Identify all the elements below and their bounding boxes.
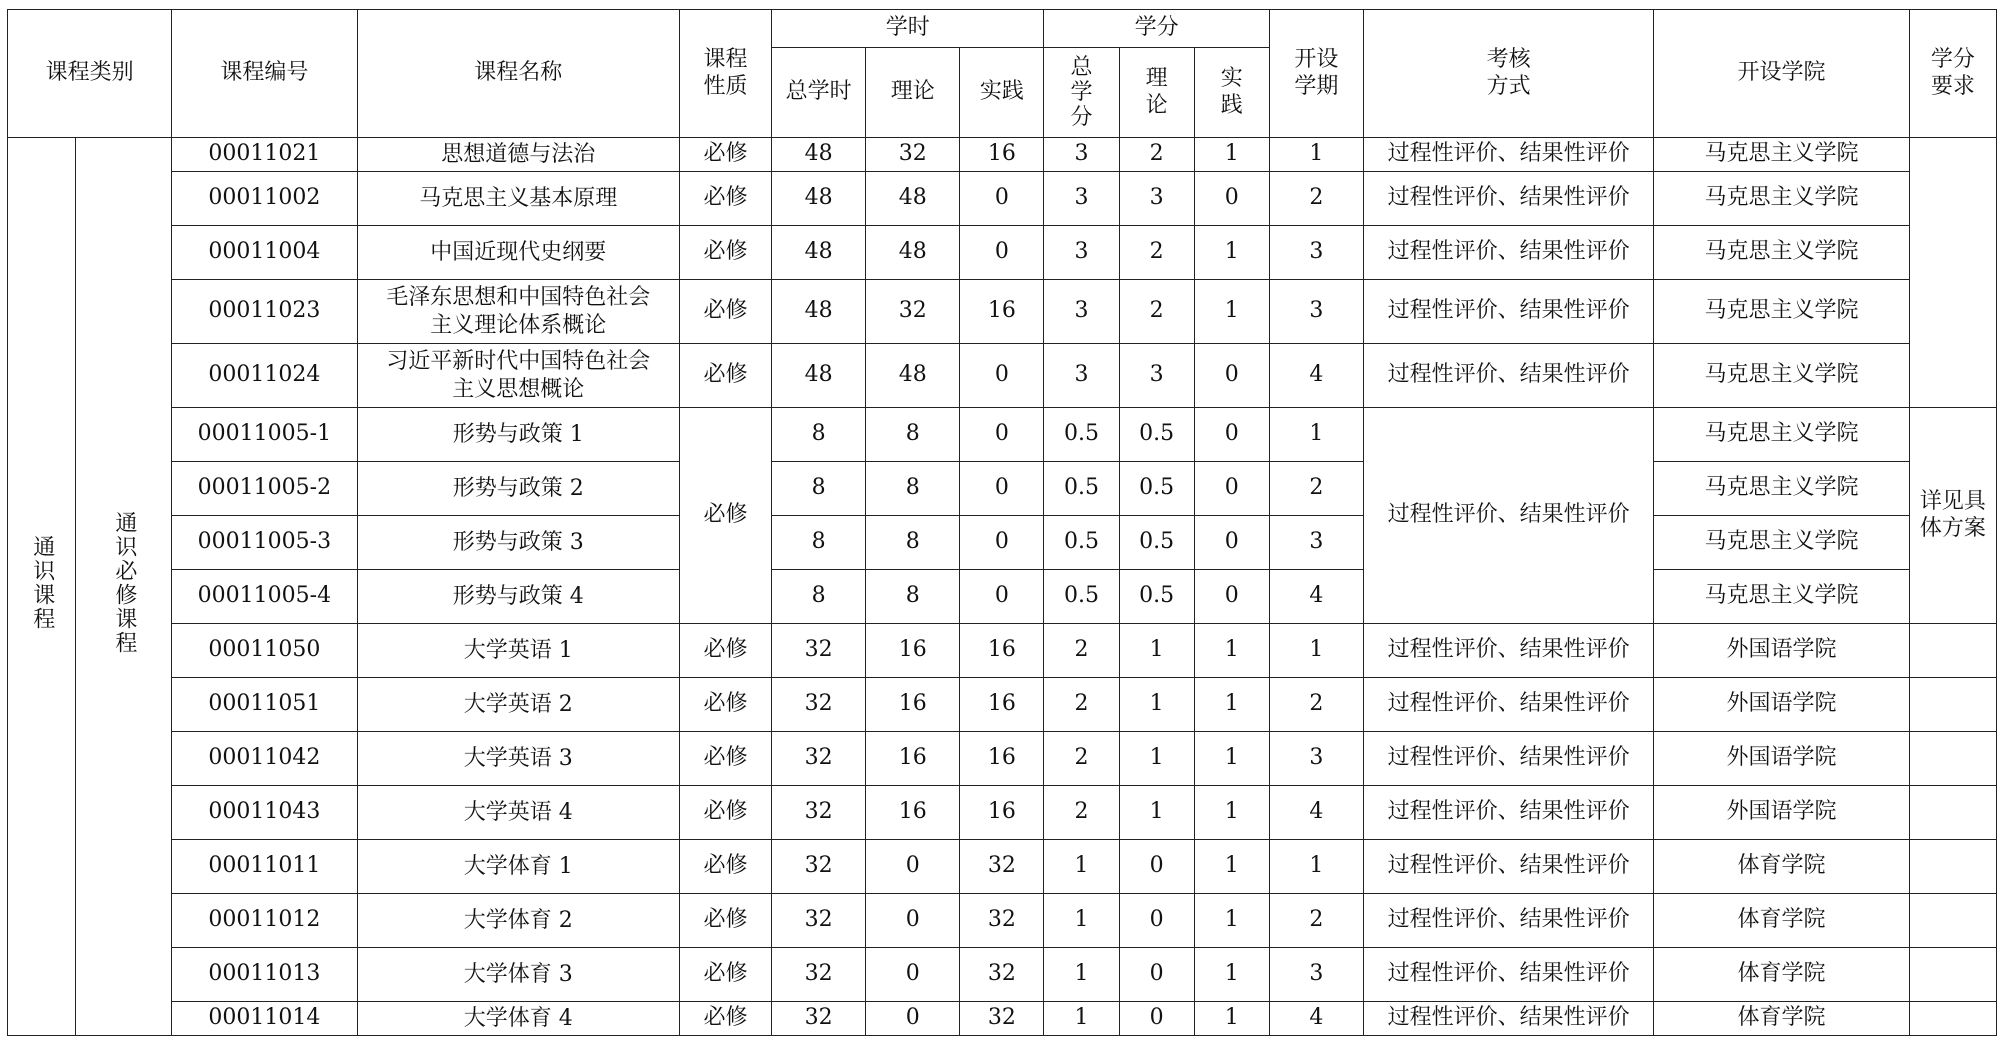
course-code: 00011012	[172, 894, 357, 948]
credits-theory: 3	[1119, 344, 1194, 408]
course-name: 大学英语 4	[357, 786, 679, 840]
course-name: 马克思主义基本原理	[357, 172, 679, 226]
assessment: 过程性评价、结果性评价	[1363, 894, 1653, 948]
credits-theory: 1	[1119, 678, 1194, 732]
credits-practice: 1	[1194, 624, 1269, 678]
hours-total: 48	[772, 344, 866, 408]
hours-practice: 0	[960, 408, 1044, 462]
hours-total: 32	[772, 786, 866, 840]
credits-total: 3	[1044, 226, 1119, 280]
credits-theory: 1	[1119, 624, 1194, 678]
course-nature: 必修	[679, 786, 771, 840]
semester: 4	[1269, 786, 1363, 840]
college: 马克思主义学院	[1654, 172, 1909, 226]
course-name: 大学英语 1	[357, 624, 679, 678]
credits-theory: 0	[1119, 894, 1194, 948]
semester: 1	[1269, 408, 1363, 462]
hours-theory: 0	[866, 840, 960, 894]
college: 马克思主义学院	[1654, 226, 1909, 280]
credits-theory: 2	[1119, 280, 1194, 344]
credits-total: 3	[1044, 138, 1119, 172]
hours-theory: 8	[866, 462, 960, 516]
college: 外国语学院	[1654, 678, 1909, 732]
college: 马克思主义学院	[1654, 570, 1909, 624]
hours-theory: 16	[866, 624, 960, 678]
curriculum-table	[7, 9, 1997, 1036]
credits-total: 1	[1044, 894, 1119, 948]
header-credits-theory: 理 论	[1119, 48, 1194, 138]
credits-practice: 1	[1194, 732, 1269, 786]
header-code: 课程编号	[172, 10, 357, 138]
hours-total: 32	[772, 894, 866, 948]
hours-practice: 0	[960, 570, 1044, 624]
credit-requirement-note: 详见具 体方案	[1909, 408, 1996, 624]
course-name: 形势与政策 3	[357, 516, 679, 570]
hours-practice: 16	[960, 678, 1044, 732]
course-nature-merged: 必修	[679, 408, 771, 624]
semester: 3	[1269, 280, 1363, 344]
course-code: 00011024	[172, 344, 357, 408]
header-name: 课程名称	[357, 10, 679, 138]
hours-practice: 0	[960, 172, 1044, 226]
assessment-merged: 过程性评价、结果性评价	[1363, 408, 1653, 624]
assessment: 过程性评价、结果性评价	[1363, 948, 1653, 1002]
course-name: 形势与政策 2	[357, 462, 679, 516]
college: 马克思主义学院	[1654, 280, 1909, 344]
semester: 1	[1269, 138, 1363, 172]
table-body	[8, 138, 1997, 1036]
credits-total: 3	[1044, 344, 1119, 408]
credit-requirement-empty	[1909, 1002, 1996, 1036]
course-nature: 必修	[679, 344, 771, 408]
credits-theory: 2	[1119, 226, 1194, 280]
assessment: 过程性评价、结果性评价	[1363, 678, 1653, 732]
semester: 4	[1269, 570, 1363, 624]
credits-practice: 1	[1194, 948, 1269, 1002]
semester: 1	[1269, 624, 1363, 678]
hours-total: 32	[772, 1002, 866, 1036]
assessment: 过程性评价、结果性评价	[1363, 280, 1653, 344]
hours-total: 8	[772, 462, 866, 516]
course-code: 00011005-3	[172, 516, 357, 570]
course-nature: 必修	[679, 1002, 771, 1036]
course-nature: 必修	[679, 624, 771, 678]
header-assessment: 考核 方式	[1363, 10, 1653, 138]
credits-total: 1	[1044, 1002, 1119, 1036]
course-nature: 必修	[679, 840, 771, 894]
course-name: 大学体育 3	[357, 948, 679, 1002]
college: 马克思主义学院	[1654, 462, 1909, 516]
hours-theory: 48	[866, 226, 960, 280]
course-code: 00011043	[172, 786, 357, 840]
credits-practice: 0	[1194, 570, 1269, 624]
course-name: 大学体育 2	[357, 894, 679, 948]
course-nature: 必修	[679, 948, 771, 1002]
credits-total: 0.5	[1044, 570, 1119, 624]
course-code: 00011011	[172, 840, 357, 894]
header-nature: 课程 性质	[679, 10, 771, 138]
table-header	[8, 10, 1997, 138]
header-hours-total: 总学时	[772, 48, 866, 138]
table-row	[8, 786, 1997, 840]
hours-practice: 16	[960, 138, 1044, 172]
header-credits-practice: 实 践	[1194, 48, 1269, 138]
credits-total: 1	[1044, 840, 1119, 894]
assessment: 过程性评价、结果性评价	[1363, 138, 1653, 172]
credit-requirement-empty	[1909, 894, 1996, 948]
credit-requirement-empty	[1909, 732, 1996, 786]
course-nature: 必修	[679, 678, 771, 732]
semester: 1	[1269, 840, 1363, 894]
hours-practice: 32	[960, 948, 1044, 1002]
course-name: 大学英语 2	[357, 678, 679, 732]
semester: 3	[1269, 516, 1363, 570]
semester: 2	[1269, 462, 1363, 516]
hours-total: 32	[772, 678, 866, 732]
hours-theory: 0	[866, 894, 960, 948]
table-row	[8, 570, 1997, 624]
college: 马克思主义学院	[1654, 138, 1909, 172]
assessment: 过程性评价、结果性评价	[1363, 1002, 1653, 1036]
hours-theory: 0	[866, 948, 960, 1002]
credits-total: 2	[1044, 678, 1119, 732]
course-name: 大学体育 4	[357, 1002, 679, 1036]
course-code: 00011021	[172, 138, 357, 172]
course-nature: 必修	[679, 280, 771, 344]
credit-requirement-empty	[1909, 840, 1996, 894]
hours-total: 32	[772, 624, 866, 678]
course-code: 00011014	[172, 1002, 357, 1036]
header-category: 课程类别	[8, 10, 172, 138]
course-nature: 必修	[679, 226, 771, 280]
credits-theory: 0.5	[1119, 462, 1194, 516]
credits-practice: 0	[1194, 172, 1269, 226]
hours-theory: 16	[866, 678, 960, 732]
course-code: 00011004	[172, 226, 357, 280]
header-credits-total: 总 学 分	[1044, 48, 1119, 138]
course-name: 形势与政策 4	[357, 570, 679, 624]
hours-practice: 32	[960, 894, 1044, 948]
table-row	[8, 516, 1997, 570]
hours-total: 8	[772, 408, 866, 462]
table-row	[8, 1002, 1997, 1036]
header-hours-theory: 理论	[866, 48, 960, 138]
hours-practice: 32	[960, 1002, 1044, 1036]
hours-theory: 8	[866, 570, 960, 624]
credits-practice: 0	[1194, 516, 1269, 570]
table-row	[8, 678, 1997, 732]
header-college: 开设学院	[1654, 10, 1909, 138]
course-code: 00011023	[172, 280, 357, 344]
hours-practice: 0	[960, 516, 1044, 570]
semester: 4	[1269, 344, 1363, 408]
course-name: 思想道德与法治	[357, 138, 679, 172]
category-main-cell	[8, 138, 76, 1036]
college: 体育学院	[1654, 1002, 1909, 1036]
hours-practice: 16	[960, 280, 1044, 344]
course-name: 中国近现代史纲要	[357, 226, 679, 280]
credits-practice: 1	[1194, 678, 1269, 732]
semester: 2	[1269, 678, 1363, 732]
course-name: 大学体育 1	[357, 840, 679, 894]
credits-total: 2	[1044, 732, 1119, 786]
semester: 3	[1269, 226, 1363, 280]
credits-total: 1	[1044, 948, 1119, 1002]
hours-theory: 0	[866, 1002, 960, 1036]
table-row	[8, 462, 1997, 516]
college: 外国语学院	[1654, 732, 1909, 786]
credit-requirement-empty	[1909, 624, 1996, 678]
hours-practice: 0	[960, 226, 1044, 280]
credits-theory: 0.5	[1119, 408, 1194, 462]
course-nature: 必修	[679, 894, 771, 948]
credits-total: 3	[1044, 280, 1119, 344]
table-row	[8, 344, 1997, 408]
college: 马克思主义学院	[1654, 516, 1909, 570]
hours-practice: 0	[960, 462, 1044, 516]
assessment: 过程性评价、结果性评价	[1363, 732, 1653, 786]
credits-practice: 1	[1194, 840, 1269, 894]
assessment: 过程性评价、结果性评价	[1363, 624, 1653, 678]
course-name: 大学英语 3	[357, 732, 679, 786]
table-row	[8, 280, 1997, 344]
hours-theory: 16	[866, 786, 960, 840]
credits-practice: 0	[1194, 408, 1269, 462]
hours-theory: 48	[866, 344, 960, 408]
hours-total: 48	[772, 172, 866, 226]
credits-total: 2	[1044, 786, 1119, 840]
course-name: 习近平新时代中国特色社会 主义思想概论	[357, 344, 679, 408]
semester: 3	[1269, 948, 1363, 1002]
assessment: 过程性评价、结果性评价	[1363, 786, 1653, 840]
credits-theory: 0.5	[1119, 516, 1194, 570]
category-main-label: 通识课程	[29, 534, 55, 631]
course-code: 00011051	[172, 678, 357, 732]
course-name: 毛泽东思想和中国特色社会 主义理论体系概论	[357, 280, 679, 344]
credits-practice: 0	[1194, 344, 1269, 408]
semester: 3	[1269, 732, 1363, 786]
assessment: 过程性评价、结果性评价	[1363, 226, 1653, 280]
header-credits: 学分	[1044, 10, 1269, 48]
course-code: 00011002	[172, 172, 357, 226]
credits-theory: 0	[1119, 948, 1194, 1002]
category-sub-cell	[76, 138, 172, 1036]
hours-practice: 16	[960, 624, 1044, 678]
header-semester: 开设 学期	[1269, 10, 1363, 138]
category-sub-label: 通识必修课程	[111, 510, 137, 655]
table-row	[8, 840, 1997, 894]
college: 体育学院	[1654, 840, 1909, 894]
table-row	[8, 138, 1997, 172]
hours-theory: 48	[866, 172, 960, 226]
hours-total: 48	[772, 280, 866, 344]
credits-theory: 3	[1119, 172, 1194, 226]
hours-practice: 0	[960, 344, 1044, 408]
credits-total: 0.5	[1044, 408, 1119, 462]
semester: 4	[1269, 1002, 1363, 1036]
credits-practice: 1	[1194, 1002, 1269, 1036]
hours-practice: 16	[960, 732, 1044, 786]
course-code: 00011042	[172, 732, 357, 786]
course-code: 00011050	[172, 624, 357, 678]
course-nature: 必修	[679, 732, 771, 786]
college: 马克思主义学院	[1654, 408, 1909, 462]
course-code: 00011013	[172, 948, 357, 1002]
course-code: 00011005-2	[172, 462, 357, 516]
course-nature: 必修	[679, 172, 771, 226]
credits-total: 2	[1044, 624, 1119, 678]
course-code: 00011005-4	[172, 570, 357, 624]
table-row	[8, 408, 1997, 462]
college: 体育学院	[1654, 948, 1909, 1002]
hours-total: 48	[772, 226, 866, 280]
hours-theory: 8	[866, 408, 960, 462]
credits-practice: 1	[1194, 280, 1269, 344]
table-row	[8, 894, 1997, 948]
hours-theory: 32	[866, 138, 960, 172]
header-credit-requirement: 学分 要求	[1909, 10, 1996, 138]
credit-requirement-empty	[1909, 138, 1996, 408]
credits-theory: 1	[1119, 786, 1194, 840]
hours-theory: 8	[866, 516, 960, 570]
credits-practice: 1	[1194, 894, 1269, 948]
curriculum-table-page	[7, 9, 1997, 1036]
semester: 2	[1269, 894, 1363, 948]
college: 体育学院	[1654, 894, 1909, 948]
credit-requirement-empty	[1909, 786, 1996, 840]
credit-requirement-empty	[1909, 948, 1996, 1002]
credits-practice: 1	[1194, 786, 1269, 840]
header-hours-practice: 实践	[960, 48, 1044, 138]
table-row	[8, 732, 1997, 786]
credits-theory: 0.5	[1119, 570, 1194, 624]
credits-practice: 1	[1194, 226, 1269, 280]
credits-total: 0.5	[1044, 462, 1119, 516]
college: 马克思主义学院	[1654, 344, 1909, 408]
hours-total: 8	[772, 516, 866, 570]
credits-practice: 1	[1194, 138, 1269, 172]
college: 外国语学院	[1654, 624, 1909, 678]
course-name: 形势与政策 1	[357, 408, 679, 462]
credits-theory: 2	[1119, 138, 1194, 172]
table-row	[8, 226, 1997, 280]
credit-requirement-empty	[1909, 678, 1996, 732]
hours-practice: 32	[960, 840, 1044, 894]
assessment: 过程性评价、结果性评价	[1363, 172, 1653, 226]
assessment: 过程性评价、结果性评价	[1363, 344, 1653, 408]
hours-total: 8	[772, 570, 866, 624]
hours-total: 32	[772, 732, 866, 786]
assessment: 过程性评价、结果性评价	[1363, 840, 1653, 894]
semester: 2	[1269, 172, 1363, 226]
hours-practice: 16	[960, 786, 1044, 840]
table-row	[8, 624, 1997, 678]
course-nature: 必修	[679, 138, 771, 172]
course-code: 00011005-1	[172, 408, 357, 462]
credits-theory: 0	[1119, 840, 1194, 894]
college: 外国语学院	[1654, 786, 1909, 840]
credits-theory: 0	[1119, 1002, 1194, 1036]
credits-total: 3	[1044, 172, 1119, 226]
header-hours: 学时	[772, 10, 1044, 48]
hours-total: 32	[772, 840, 866, 894]
credits-total: 0.5	[1044, 516, 1119, 570]
table-row	[8, 172, 1997, 226]
hours-total: 32	[772, 948, 866, 1002]
table-row	[8, 948, 1997, 1002]
credits-practice: 0	[1194, 462, 1269, 516]
credits-theory: 1	[1119, 732, 1194, 786]
hours-theory: 32	[866, 280, 960, 344]
hours-total: 48	[772, 138, 866, 172]
hours-theory: 16	[866, 732, 960, 786]
